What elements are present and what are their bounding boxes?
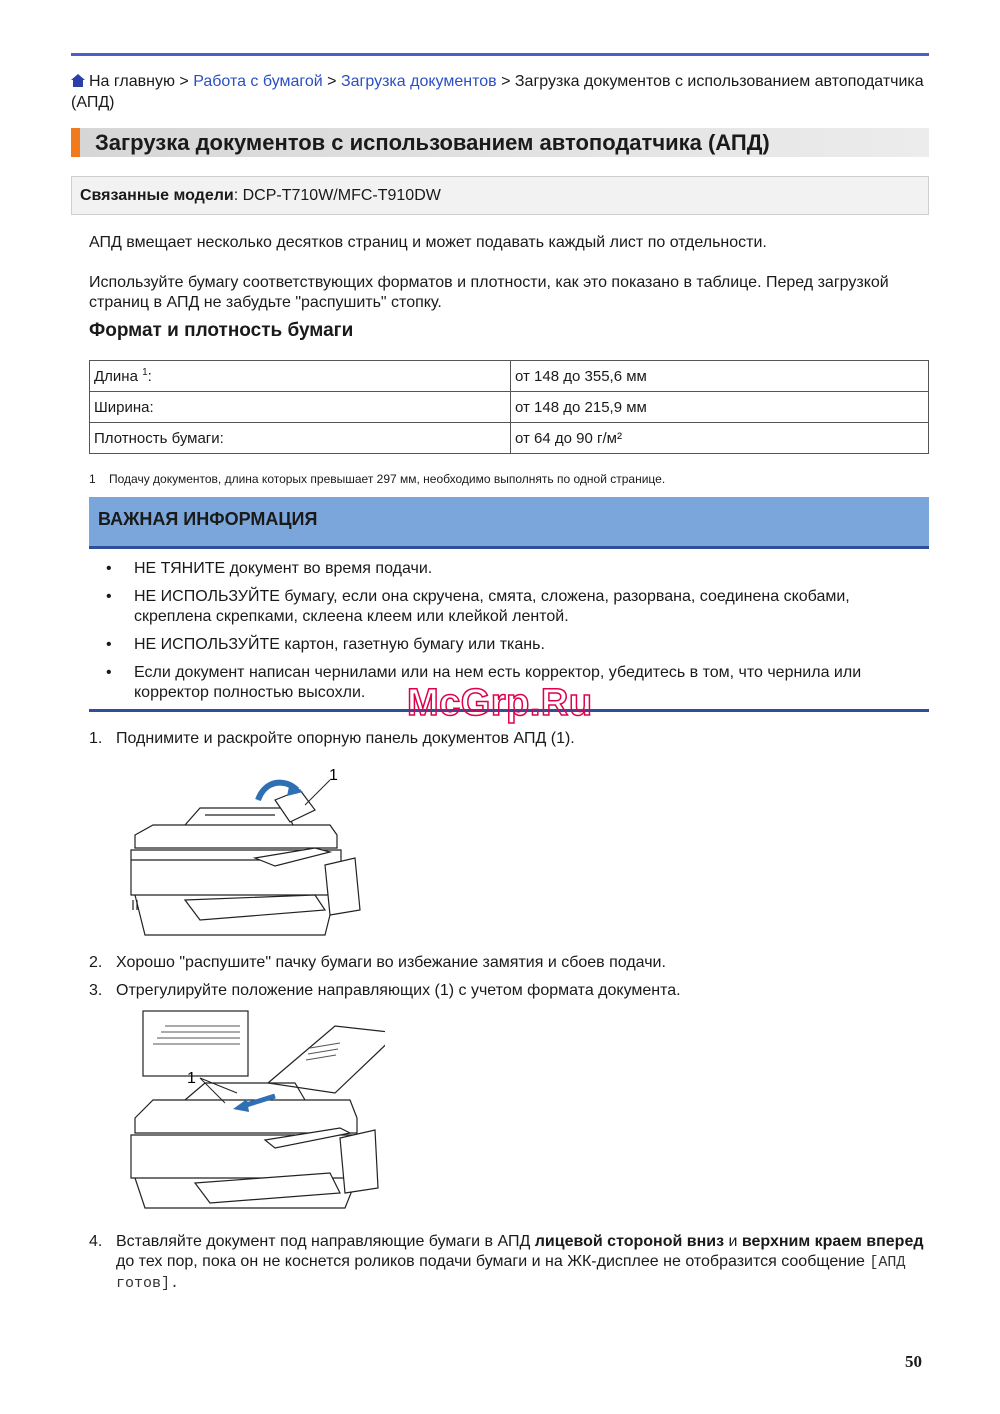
intro-paragraph-1: АПД вмещает несколько десятков страниц и может подавать каждый лист по отдельности. xyxy=(89,234,767,251)
section-title: Формат и плотность бумаги xyxy=(89,320,354,341)
related-models-value: : DCP-T710W/MFC-T910DW xyxy=(233,187,441,204)
list-item: • Если документ написан чернилами или на нем есть корректор, убедитесь в том, что чернила или корректор полностью высохли. xyxy=(89,663,909,703)
watermark: McGrp.Ru xyxy=(407,682,593,724)
page-title-bar xyxy=(71,128,929,157)
callout-1: 1 xyxy=(329,767,338,784)
printer-illustration-2 xyxy=(125,1008,385,1213)
callout-1: 1 xyxy=(187,1070,196,1087)
paper-spec-table xyxy=(89,360,929,454)
home-icon[interactable] xyxy=(71,74,85,87)
related-models-label: Связанные модели xyxy=(80,187,234,204)
breadcrumb-link-documents[interactable]: Загрузка документов xyxy=(340,73,497,90)
page-number: 50 xyxy=(905,1352,922,1371)
breadcrumb: На главную > Работа с бумагой > Загрузка документов > Загрузка документов с использованием автоподатчика (АПД) xyxy=(71,73,924,111)
list-item: • НЕ ИСПОЛЬЗУЙТЕ картон, газетную бумагу или ткань. xyxy=(89,635,909,655)
table-row: Ширина: от 148 до 215,9 мм xyxy=(90,392,929,423)
list-item: • НЕ ТЯНИТЕ документ во время подачи. xyxy=(89,559,909,579)
breadcrumb-current: Загрузка документов с использованием автоподатчика (АПД) xyxy=(71,73,924,111)
related-models xyxy=(71,176,929,215)
table-row: Плотность бумаги: от 64 до 90 г/м² xyxy=(90,423,929,454)
footnote: 1 Подачу документов, длина которых превышает 297 мм, необходимо выполнять по одной странице. xyxy=(89,472,666,486)
breadcrumb-home[interactable]: На главную xyxy=(89,73,175,90)
breadcrumb-link-paper[interactable]: Работа с бумагой xyxy=(193,73,323,90)
intro-paragraph-2: Используйте бумагу соответствующих форматов и плотности, как это показано в таблице. Перед загрузкой страниц в АПД не забудьте "распушить" стопку. xyxy=(89,274,889,311)
important-header: ВАЖНАЯ ИНФОРМАЦИЯ xyxy=(89,497,929,549)
list-item: • НЕ ИСПОЛЬЗУЙТЕ бумагу, если она скручена, смята, сложена, разорвана, соединена скобами, скреплена скрепками, склеена клеем или клейкой лентой. xyxy=(89,587,909,627)
table-row: Длина $^1$: от 148 до 355,6 мм xyxy=(90,361,929,392)
page-title: Загрузка документов с использованием автоподатчика (АПД) xyxy=(95,130,770,155)
top-rule xyxy=(71,53,929,56)
printer-illustration-1 xyxy=(125,760,365,945)
